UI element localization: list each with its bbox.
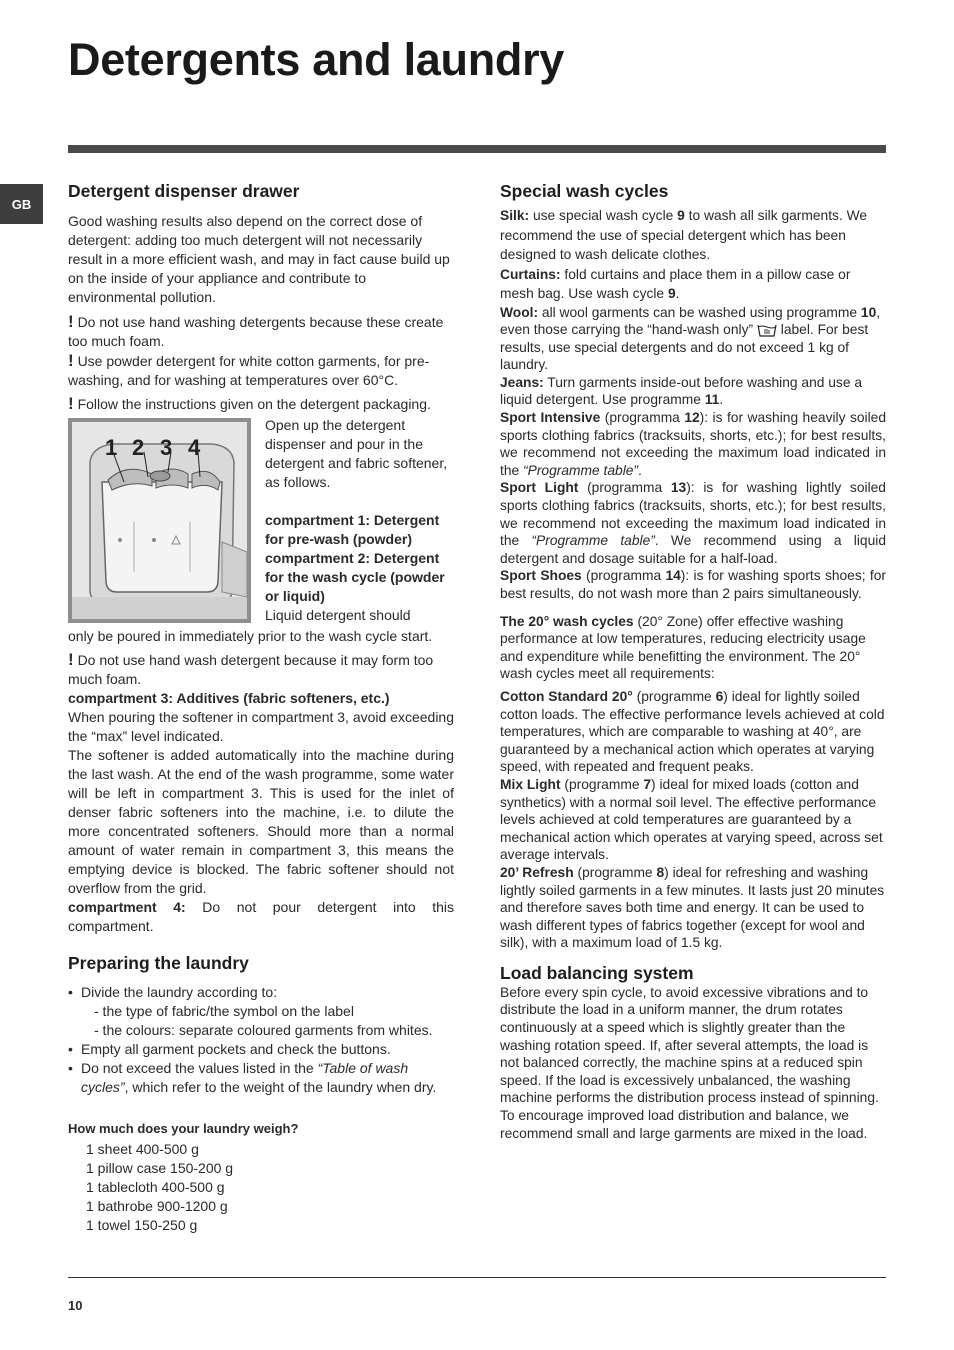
entry-text: ): is for washing lightly soiled sports clothing fabrics (tracksuits, shorts, etc.); for best results, we recommend not exceeding the maximum load indicated in the xyxy=(500,480,886,549)
silk-entry xyxy=(500,206,886,265)
compartment-4-label: compartment 4: xyxy=(68,899,186,915)
warning-hand-wash-foam xyxy=(68,650,454,689)
entry-text: . xyxy=(719,392,724,408)
programme-number: 12 xyxy=(684,410,700,426)
drawer-section xyxy=(68,416,454,646)
warning-mark: ! xyxy=(68,394,74,413)
warning-mark: ! xyxy=(68,650,74,669)
mix-light-entry xyxy=(500,776,886,864)
compartment-label-1: 1 xyxy=(105,435,118,460)
special-heading: Special wash cycles xyxy=(500,181,669,201)
weight-item: 1 towel 150-250 g xyxy=(86,1217,198,1233)
twenty-degree-intro xyxy=(500,613,886,683)
entry-text: (20° Zone) offer effective washing performance at low temperatures, reducing electricity usage and expenditure while benefitting the environment. The 20° wash cycles meet all requirements: xyxy=(500,613,866,682)
compartment-3-label xyxy=(68,689,454,708)
cotton-standard-label: Cotton Standard 20° xyxy=(500,688,633,704)
entry-text: (programma xyxy=(578,480,671,496)
sub-item: - the colours: separate coloured garments from whites. xyxy=(94,1022,433,1038)
compartment-1-label: compartment 1: Detergent for pre-wash (powder) xyxy=(265,512,440,547)
programme-number: 11 xyxy=(704,392,720,408)
entry-text: Turn garments inside-out before washing and use a liquid detergent. Use programme xyxy=(500,374,863,408)
programme-number: 9 xyxy=(677,208,685,223)
open-drawer-text: Open up the detergent dispenser and pour in the detergent and fabric softener, as follows. xyxy=(265,417,448,490)
compartment-3-heading: compartment 3: Additives (fabric softeners, etc.) xyxy=(68,690,390,706)
warning-packaging xyxy=(68,394,454,414)
curtains-entry xyxy=(500,265,886,304)
entry-text: , even those carrying the “hand-wash only” xyxy=(500,304,881,338)
compartment-label-3: 3 xyxy=(160,435,173,460)
detergent-drawer-illustration xyxy=(68,418,251,623)
table-reference: “Programme table” xyxy=(523,462,639,478)
page-title: Detergents and laundry xyxy=(68,34,565,85)
warning-text: Use powder detergent for white cotton garments, for pre-washing, and for washing at temperatures over 60°C. xyxy=(68,353,430,388)
entry-text: fold curtains and place them in a pillow case or mesh bag. Use wash cycle xyxy=(500,266,851,301)
jeans-entry xyxy=(500,374,886,409)
entry-text: ) ideal for refreshing and washing lightly soiled garments in a few minutes. It lasts just 20 minutes and therefore saves both time and energy. It can be used to wash different types of fabrics together (except for wool and silk), with a maximum load of 1.5 kg. xyxy=(500,864,885,951)
hand-wash-symbol-icon xyxy=(757,323,777,337)
entry-text: . xyxy=(675,286,680,301)
refresh-label: 20’ Refresh xyxy=(500,864,574,880)
liquid-note-a: Liquid detergent should xyxy=(265,607,411,623)
mix-light-label: Mix Light xyxy=(500,776,561,792)
list-item-text: Divide the laundry according to: xyxy=(81,984,278,1000)
right-column xyxy=(500,180,886,1142)
entry-text: ): is for washing heavily soiled sports clothing fabrics (tracksuits, shorts, etc.); for best results, we recommend not exceeding the maximum load indicated in the xyxy=(500,410,886,478)
preparing-heading: Preparing the laundry xyxy=(68,953,249,973)
entry-text: (programme xyxy=(560,776,644,792)
language-tab: GB xyxy=(0,184,43,224)
compartment-label-2: 2 xyxy=(132,435,145,460)
compartment-3-text: When pouring the softener in compartment 3, avoid exceeding the “max” level indicated. xyxy=(68,709,455,744)
cotton-standard-entry xyxy=(500,688,886,776)
list-item xyxy=(68,983,454,1040)
dispenser-heading: Detergent dispenser drawer xyxy=(68,181,300,201)
left-column xyxy=(68,180,454,1235)
table-reference: “Table of wash cycles” xyxy=(81,1060,409,1095)
entry-text: all wool garments can be washed using programme xyxy=(538,304,861,320)
entry-text: (programma xyxy=(600,410,685,426)
twenty-degree-label: The 20° wash cycles xyxy=(500,613,634,629)
entry-text: ) ideal for mixed loads (cotton and synthetics) with a normal soil level. The effective performance levels achieved at cold temperatures are guaranteed by a mechanical action which operates at varying speed, across set average intervals. xyxy=(500,776,883,863)
liquid-note-b: only be poured in immediately prior to the wash cycle start. xyxy=(68,628,433,644)
balancing-heading: Load balancing system xyxy=(500,962,694,983)
programme-number: 6 xyxy=(715,688,724,704)
list-item-text: Do not exceed the values listed in the xyxy=(81,1060,318,1076)
entry-text: (programma xyxy=(581,568,666,584)
sport-shoes-label: Sport Shoes xyxy=(500,568,582,584)
sport-intensive-label: Sport Intensive xyxy=(500,410,601,426)
programme-number: 8 xyxy=(656,864,665,880)
sport-intensive-entry xyxy=(500,409,886,479)
weight-item: 1 pillow case 150-200 g xyxy=(86,1160,234,1176)
sport-shoes-entry xyxy=(500,567,886,602)
entry-text: . xyxy=(638,462,642,478)
softener-text: The softener is added automatically into the machine during the last wash. At the end of the wash programme, some water will be left in compartment 3. This is used for the inlet of denser fabric softeners into the machine, i.e. to dilute the more concentrated softeners. Should more than a normal amount of water remain in compartment 3, this means the emptying device is blocked. The fabric softener should not overflow from the grid. xyxy=(68,747,454,896)
jeans-label: Jeans: xyxy=(500,374,544,390)
weight-item: 1 bathrobe 900-1200 g xyxy=(86,1198,228,1214)
warning-powder-detergent xyxy=(68,351,454,390)
list-item: • Empty all garment pockets and check the buttons. xyxy=(68,1040,454,1059)
programme-number: 10 xyxy=(860,304,877,320)
entry-text: to wash all silk garments. We recommend the use of special detergent which has been designed to wash delicate clothes. xyxy=(500,208,868,262)
compartment-4-text xyxy=(68,898,454,936)
programme-number: 7 xyxy=(643,776,652,792)
preparing-list xyxy=(68,983,454,1097)
entry-text: . We recommend using a liquid detergent and dosage suitable for a half-load. xyxy=(500,533,887,566)
table-reference: “Programme table” xyxy=(531,533,655,549)
balancing-text: Before every spin cycle, to avoid excessive vibrations and to distribute the load in a uniform manner, the drum rotates continuously at a speed which is slightly greater than the washing rotation speed. If, after several attempts, the load is not balanced correctly, the machine spins at a reduced spin speed. If the load is excessively unbalanced, the washing machine performs the distribution process instead of spinning. To encourage improved load distribution and balance, we recommend small and large garments are mixed in the load. xyxy=(500,984,879,1141)
curtains-label: Curtains: xyxy=(500,266,561,282)
entry-text: label. For best results, use special detergents and do not exceed 1 kg of laundry. xyxy=(500,322,869,373)
warning-hand-detergents xyxy=(68,312,454,351)
entry-text: ) ideal for lightly soiled cotton loads. The effective performance levels achieved at cold temperatures, which are comparable to washing at 40°, are guaranteed by a mechanical action which operates at varying speed, with repeated and frequent peaks. xyxy=(500,688,885,775)
weights-list xyxy=(68,1140,454,1235)
entry-text: (programme xyxy=(573,864,657,880)
warning-text: Follow the instructions given on the detergent packaging. xyxy=(77,396,431,412)
drawer-drawing xyxy=(72,422,247,619)
entry-text: use special wash cycle xyxy=(529,208,678,223)
refresh-entry xyxy=(500,864,886,952)
footer-divider xyxy=(68,1277,886,1278)
wool-label: Wool: xyxy=(500,304,539,320)
page-number: 10 xyxy=(68,1298,83,1313)
list-item-text: , which refer to the weight of the laundry when dry. xyxy=(124,1079,437,1095)
list-item xyxy=(68,1059,454,1097)
silk-label: Silk: xyxy=(500,208,530,223)
weight-item: 1 sheet 400-500 g xyxy=(86,1141,199,1157)
warning-text: Do not use hand washing detergents because these create too much foam. xyxy=(68,314,444,349)
programme-number: 13 xyxy=(670,480,687,496)
dispenser-intro: Good washing results also depend on the correct dose of detergent: adding too much detergent will not necessarily result in a more efficient wash, and may in fact cause build up on the inside of your appliance and contribute to environmental pollution. xyxy=(68,213,450,305)
compartment-label-4: 4 xyxy=(188,435,201,460)
weigh-heading: How much does your laundry weigh? xyxy=(68,1121,299,1136)
sub-item: - the type of fabric/the symbol on the label xyxy=(94,1003,354,1019)
compartment-2-label: compartment 2: Detergent for the wash cycle (powder or liquid) xyxy=(265,550,445,604)
programme-number: 9 xyxy=(667,286,676,301)
wool-entry xyxy=(500,304,886,374)
weight-item: 1 tablecloth 400-500 g xyxy=(86,1179,225,1195)
entry-text: (programme xyxy=(632,688,716,704)
title-divider xyxy=(68,145,886,153)
programme-number: 14 xyxy=(665,568,681,584)
warning-text: Do not use hand wash detergent because it may form too much foam. xyxy=(68,652,434,687)
warning-mark: ! xyxy=(68,312,74,331)
sport-light-entry xyxy=(500,479,886,567)
warning-mark: ! xyxy=(68,351,74,370)
entry-text: ): is for washing sports shoes; for best results, do not wash more than 2 pairs simultaneously. xyxy=(500,568,886,601)
compartment-4-body: Do not pour detergent into this compartment. xyxy=(68,899,455,934)
sport-light-label: Sport Light xyxy=(500,480,579,496)
